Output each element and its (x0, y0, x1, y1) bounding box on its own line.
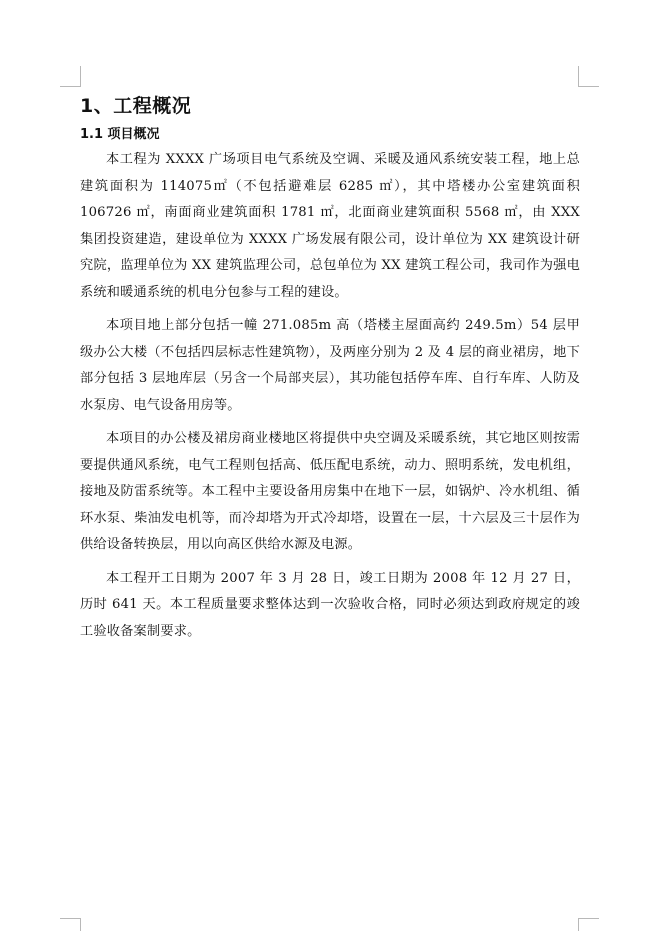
section-heading: 1、工程概况 (80, 95, 192, 117)
subsection-heading: 1.1 项目概况 (80, 127, 160, 142)
page-corner-mark-top-right (578, 66, 599, 87)
page-corner-mark-bottom-left (60, 918, 81, 931)
document-body[interactable] (80, 93, 580, 652)
page-corner-mark-top-left (60, 66, 81, 87)
page-corner-mark-bottom-right (578, 918, 599, 931)
paragraph-project-intro: 本工程为 XXXX 广场项目电气系统及空调、采暖及通风系统安装工程，地上总建筑面积为 114075㎡（不包括避难层 6285 ㎡），其中塔楼办公室建筑面积 106726 ㎡，南面商业建筑面积 1781 ㎡，北面商业建筑面积 5568 ㎡，由 XXX 集团投资建造，建设单位为 XXXX 广场发展有限公司，设计单位为 XX 建筑设计研究院，监理单位为 XX 建筑监理公司，总包单位为 XX 建筑工程公司，我司作为强电系统和暖通系统的机电分包参与工程的建设。 (80, 152, 580, 300)
paragraph-schedule: 本工程开工日期为 2007 年 3 月 28 日，竣工日期为 2008 年 12 月 27 日，历时 641 天。本工程质量要求整体达到一次验收合格，同时必须达到政府规定的竣工验收备案制要求。 (80, 570, 580, 639)
paragraph-building-scope: 本项目地上部分包括一幢 271.085m 高（塔楼主屋面高约 249.5m）54 层甲级办公大楼（不包括四层标志性建筑物），及两座分别为 2 及 4 层的商业裙房，地下部分包括 3 层地库层（另含一个局部夹层），其功能包括停车库、自行车库、人防及水泵房、电气设备用房等。 (80, 318, 580, 413)
paragraph-systems: 本项目的办公楼及裙房商业楼地区将提供中央空调及采暖系统，其它地区则按需要提供通风系统，电气工程则包括高、低压配电系统，动力、照明系统，发电机组，接地及防雷系统等。本工程中主要设备用房集中在地下一层，如锅炉、冷水机组、循环水泵、柴油发电机等，而冷却塔为开式冷却塔，设置在一层，十六层及三十层作为供给设备转换层，用以向高区供给水源及电源。 (80, 431, 580, 552)
